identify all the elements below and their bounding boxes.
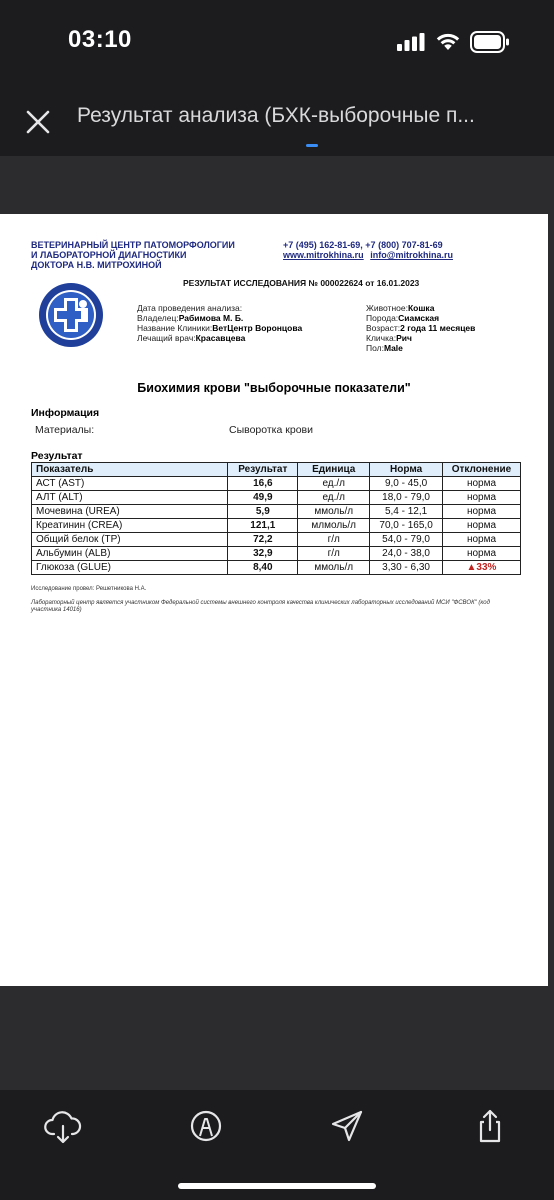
table-row (32, 491, 521, 505)
cell-name: Мочевина (UREA) (32, 505, 228, 519)
col-header: Норма (370, 463, 443, 477)
info-row: Животное:Кошка (366, 303, 435, 313)
cell-norm: 3,30 - 6,30 (370, 561, 443, 575)
nav-bar (0, 80, 554, 156)
cell-norm: 5,4 - 12,1 (370, 505, 443, 519)
cell-result: 121,1 (228, 519, 298, 533)
cell-deviation-high: ▲33% (443, 561, 521, 575)
contacts-block (283, 240, 457, 260)
wifi-icon (435, 31, 461, 51)
cell-norm: 54,0 - 79,0 (370, 533, 443, 547)
cell-deviation: норма (443, 477, 521, 491)
cell-result: 5,9 (228, 505, 298, 519)
battery-icon (470, 31, 510, 53)
table-row (32, 477, 521, 491)
clinic-logo-icon (38, 282, 104, 348)
cell-norm: 9,0 - 45,0 (370, 477, 443, 491)
col-header: Показатель (32, 463, 228, 477)
col-header: Единица (298, 463, 370, 477)
cell-unit: г/л (298, 547, 370, 561)
cell-result: 32,9 (228, 547, 298, 561)
markup-pen-icon[interactable] (186, 1106, 226, 1146)
cell-unit: ммоль/л (298, 505, 370, 519)
status-time: 03:10 (68, 26, 132, 53)
info-row: Владелец:Рабимова М. Б. (137, 313, 244, 323)
performed-by-note: Исследование провел: Решетникова Н.А. (31, 586, 147, 592)
materials-label: Материалы: (35, 424, 95, 436)
site-link[interactable]: www.mitrokhina.ru (283, 250, 364, 260)
cell-norm: 24,0 - 38,0 (370, 547, 443, 561)
page-indicator (306, 144, 318, 147)
info-row: Кличка:Рич (366, 333, 412, 343)
info-row: Порода:Сиамская (366, 313, 440, 323)
report-number: РЕЗУЛЬТАТ ИССЛЕДОВАНИЯ № 000022624 от 16.01.2023 (183, 278, 420, 288)
cell-name: Альбумин (ALB) (32, 547, 228, 561)
cell-name: АЛТ (ALT) (32, 491, 228, 505)
patient-info-left (137, 303, 302, 343)
send-icon[interactable] (327, 1106, 367, 1146)
cell-name: Общий белок (TP) (32, 533, 228, 547)
cell-name: АСТ (AST) (32, 477, 228, 491)
cell-unit: млмоль/л (298, 519, 370, 533)
status-bar (0, 0, 554, 80)
close-icon[interactable] (24, 108, 52, 136)
patient-info-right (366, 303, 475, 353)
info-section-title: Информация (31, 407, 100, 419)
cell-unit: г/л (298, 533, 370, 547)
cell-unit: ммоль/л (298, 561, 370, 575)
info-row: Возраст:2 года 11 месяцев (366, 323, 476, 333)
info-row: Дата проведения анализа: (137, 303, 243, 313)
document-page[interactable] (0, 214, 548, 986)
email-link[interactable]: info@mitrokhina.ru (370, 250, 453, 260)
org-line: И ЛАБОРАТОРНОЙ ДИАГНОСТИКИ (31, 250, 187, 260)
cell-unit: ед./л (298, 491, 370, 505)
home-indicator[interactable] (178, 1183, 376, 1189)
cell-deviation: норма (443, 533, 521, 547)
cell-result: 16,6 (228, 477, 298, 491)
results-table (31, 462, 521, 575)
cellular-signal-icon (397, 33, 425, 51)
table-row (32, 505, 521, 519)
cell-result: 72,2 (228, 533, 298, 547)
info-row: Пол:Male (366, 343, 403, 353)
table-row (32, 533, 521, 547)
phones: +7 (495) 162-81-69, +7 (800) 707-81-69 (283, 240, 443, 250)
cell-name: Креатинин (CREA) (32, 519, 228, 533)
info-row: Лечащий врач:Красавцева (137, 333, 246, 343)
table-row (32, 547, 521, 561)
org-line: ДОКТОРА Н.В. МИТРОХИНОЙ (31, 260, 162, 270)
cell-deviation: норма (443, 519, 521, 533)
document-title: Результат анализа (БХК-выборочные п... (77, 104, 475, 127)
cell-deviation: норма (443, 505, 521, 519)
share-icon[interactable] (470, 1106, 510, 1146)
analysis-heading: Биохимия крови "выборочные показатели" (137, 381, 411, 395)
cell-result: 49,9 (228, 491, 298, 505)
cell-deviation: норма (443, 491, 521, 505)
result-section-title: Результат (31, 450, 83, 462)
cell-result: 8,40 (228, 561, 298, 575)
table-row (32, 519, 521, 533)
cell-deviation: норма (443, 547, 521, 561)
lab-quality-note: Лабораторный центр является участником Федеральной системы внешнего контроля качества клинических лабораторных исследований МСИ "ФСВОК" (код участника 14016) (31, 600, 490, 613)
cell-unit: ед./л (298, 477, 370, 491)
cloud-download-icon[interactable] (43, 1106, 83, 1146)
cell-norm: 70,0 - 165,0 (370, 519, 443, 533)
col-header: Результат (228, 463, 298, 477)
info-row: Название Клиники:ВетЦентр Воронцова (137, 323, 303, 333)
materials-value: Сыворотка крови (229, 424, 313, 436)
table-header-row (32, 463, 521, 477)
org-line: ВЕТЕРИНАРНЫЙ ЦЕНТР ПАТОМОРФОЛОГИИ (31, 240, 235, 250)
table-row (32, 561, 521, 575)
organization-name (31, 240, 235, 270)
cell-name: Глюкоза (GLUE) (32, 561, 228, 575)
col-header: Отклонение (443, 463, 521, 477)
cell-norm: 18,0 - 79,0 (370, 491, 443, 505)
